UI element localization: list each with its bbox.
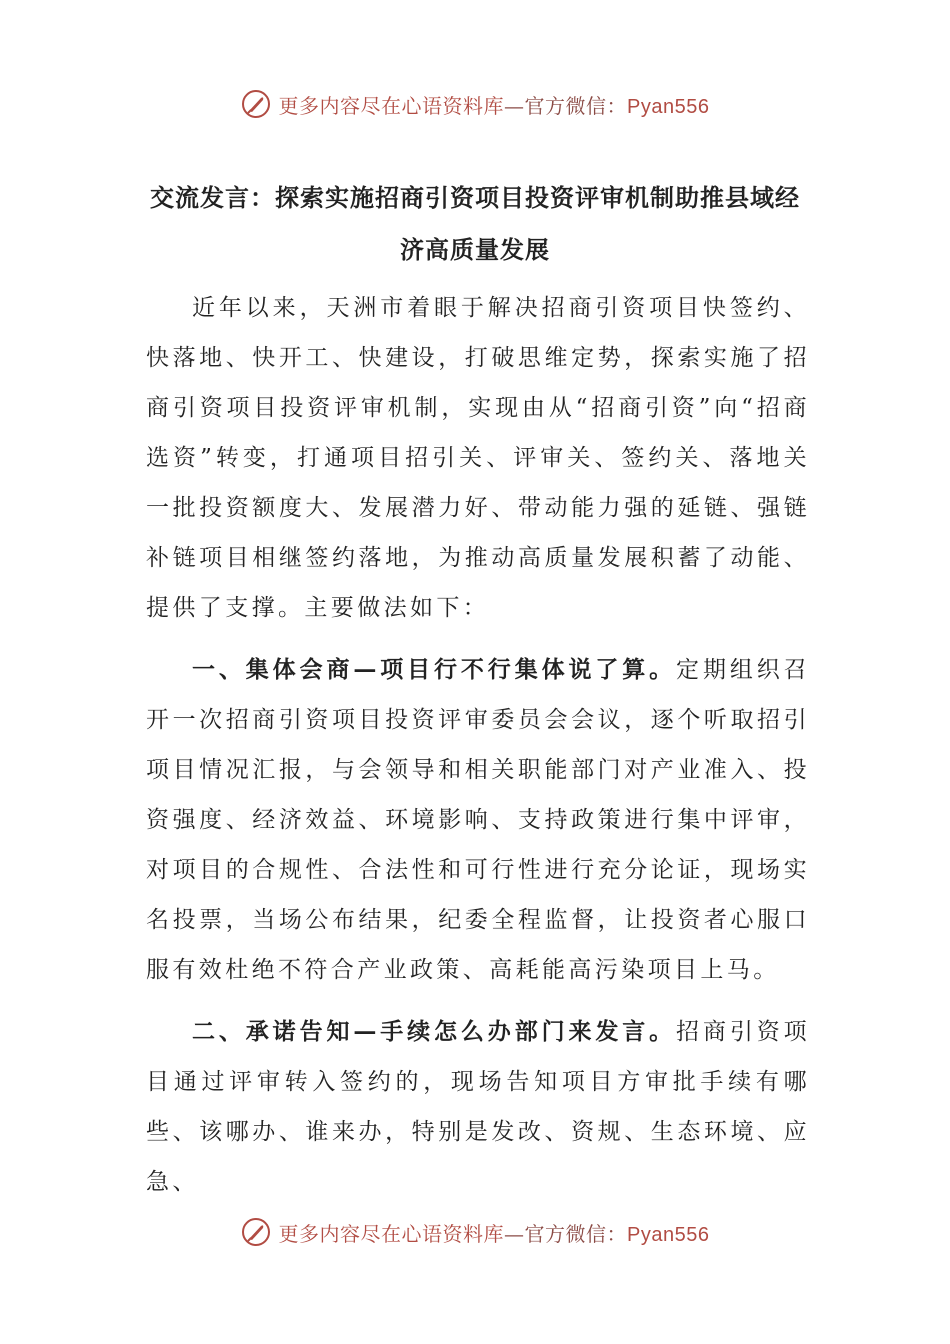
intro-paragraph: 近年以来，天洲市着眼于解决招商引资项目快签约、快落地、快开工、快建设，打破思维定势，探索实施了招商引资项目投资评审机制，实现由从“招商引资”向“招商选资”转变，打通项目招引关、评审关、签约关、落地关一批投资额度大、发展潜力好、带动能力强的延链、强链补链项目相继签约落地，为推动高质量发展积蓄了动能、提供了支撑。主要做法如下： <box>146 295 810 621</box>
banner-dash: — <box>504 93 525 118</box>
document-title: 交流发言：探索实施招商引资项目投资评审机制助推县域经济高质量发展 <box>150 183 800 264</box>
document-body <box>146 283 810 1207</box>
footer-banner <box>0 1212 950 1252</box>
banner-wechat-id: Pyan556 <box>627 1223 710 1246</box>
banner-wechat-label: 官方微信： <box>524 1221 628 1246</box>
banner-wechat-label: 官方微信： <box>524 93 628 118</box>
banner-text <box>279 1218 710 1247</box>
banner-brand: 更多内容尽在心语资料库 <box>278 93 505 118</box>
banner-wechat-id: Pyan556 <box>627 95 710 118</box>
banner-dash: — <box>504 1221 525 1246</box>
quill-pen-logo-icon <box>241 89 271 119</box>
banner-text <box>279 90 710 119</box>
banner-brand: 更多内容尽在心语资料库 <box>278 1221 505 1246</box>
section-paragraph-1 <box>146 645 810 995</box>
section-body-2: 招商引资项目通过评审转入签约的，现场告知项目方审批手续有哪些、该哪办、谁来办，特别是发改、资规、生态环境、应急、 <box>146 1019 811 1195</box>
section-body-1: 定期组织召开一次招商引资项目投资评审委员会会议，逐个听取招引项目情况汇报，与会领导和相关职能部门对产业准入、投资强度、经济效益、环境影响、支持政策进行集中评审，对项目的合规性、合法性和可行性进行充分论证，现场实名投票，当场公布结果，纪委全程监督，让投资者心服口服有效杜绝不符合产业政策、高耗能高污染项目上马。 <box>146 657 811 983</box>
header-banner <box>0 84 950 124</box>
section-heading-1: 一、集体会商—项目行不行集体说了算。 <box>192 656 677 683</box>
section-paragraph-2 <box>146 1007 810 1207</box>
quill-pen-logo-icon <box>241 1217 271 1247</box>
section-heading-2: 二、承诺告知—手续怎么办部门来发言。 <box>192 1018 677 1045</box>
